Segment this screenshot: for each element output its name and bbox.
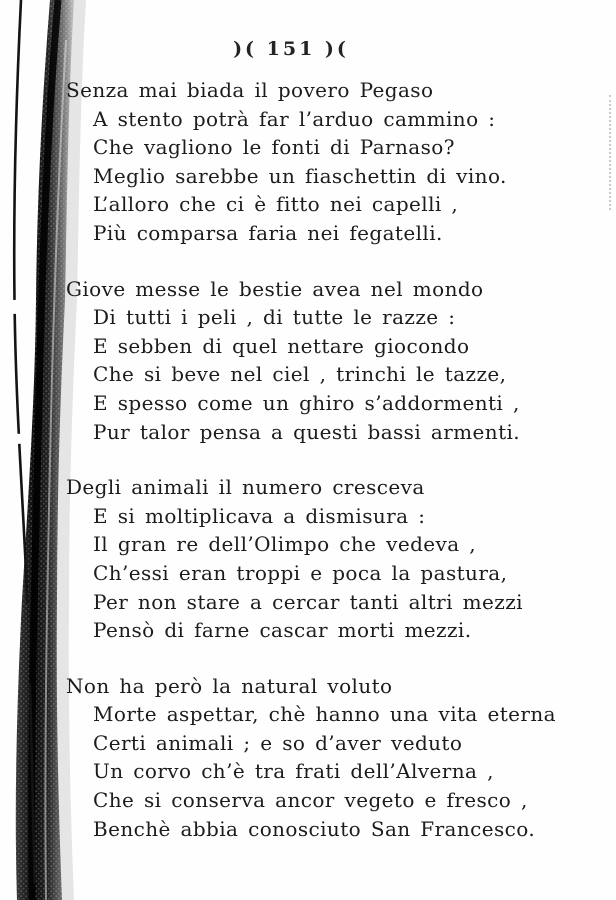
poem-line: Che si beve nel ciel , trinchi le tazze,	[93, 362, 507, 387]
poem-line: Ch’essi eran troppi e poca la pastura,	[93, 560, 508, 585]
poem-line: Che vagliono le fonti di Parnaso?	[93, 135, 455, 160]
poem-line: E si moltiplicava a dismisura :	[93, 503, 426, 528]
poem-line: Più comparsa faria nei fegatelli.	[93, 220, 443, 245]
poem-line: A stento potrà far l’arduo cammino :	[93, 106, 496, 131]
page-edge-mark	[609, 95, 611, 210]
poem-text	[66, 76, 556, 843]
poem-line: E sebben di quel nettare giocondo	[93, 333, 470, 358]
poem-line: L’alloro che ci è fitto nei capelli ,	[93, 192, 459, 217]
poem-line: Senza mai biada il povero Pegaso	[66, 78, 434, 102]
poem-line: Morte aspettar, chè hanno una vita eterna	[93, 702, 556, 727]
stanza	[66, 672, 556, 844]
poem-line: Certi animali ; e so d’aver veduto	[93, 730, 463, 755]
poem-line: Per non stare a cercar tanti altri mezzi	[93, 589, 523, 614]
poem-line: Pur talor pensa a questi bassi armenti.	[93, 419, 521, 444]
poem-line: E spesso come un ghiro s’addormenti ,	[93, 390, 520, 415]
poem-line: Giove messe le bestie avea nel mondo	[66, 276, 484, 301]
page-content	[66, 38, 556, 870]
poem-line: Degli animali il numero cresceva	[66, 475, 425, 500]
poem-line: Il gran re dell’Olimpo che vedeva ,	[93, 532, 477, 557]
poem-line: Di tutti i peli , di tutte le razze :	[93, 305, 456, 330]
poem-line: Meglio sarebbe un fiaschettin di vino.	[93, 163, 507, 188]
poem-line: Non ha però la natural voluto	[66, 673, 393, 698]
poem-line: Che si conserva ancor vegeto e fresco ,	[93, 788, 528, 813]
stanza	[66, 473, 556, 645]
poem-line: Benchè abbia conosciuto San Francesco.	[93, 816, 536, 841]
stanza	[66, 275, 556, 447]
stanza	[66, 76, 556, 248]
poem-line: Pensò di farne cascar morti mezzi.	[93, 618, 472, 643]
page-number-header: )( 151 )(	[233, 38, 349, 60]
poem-line: Un corvo ch’è tra frati dell’Alverna ,	[93, 759, 494, 784]
